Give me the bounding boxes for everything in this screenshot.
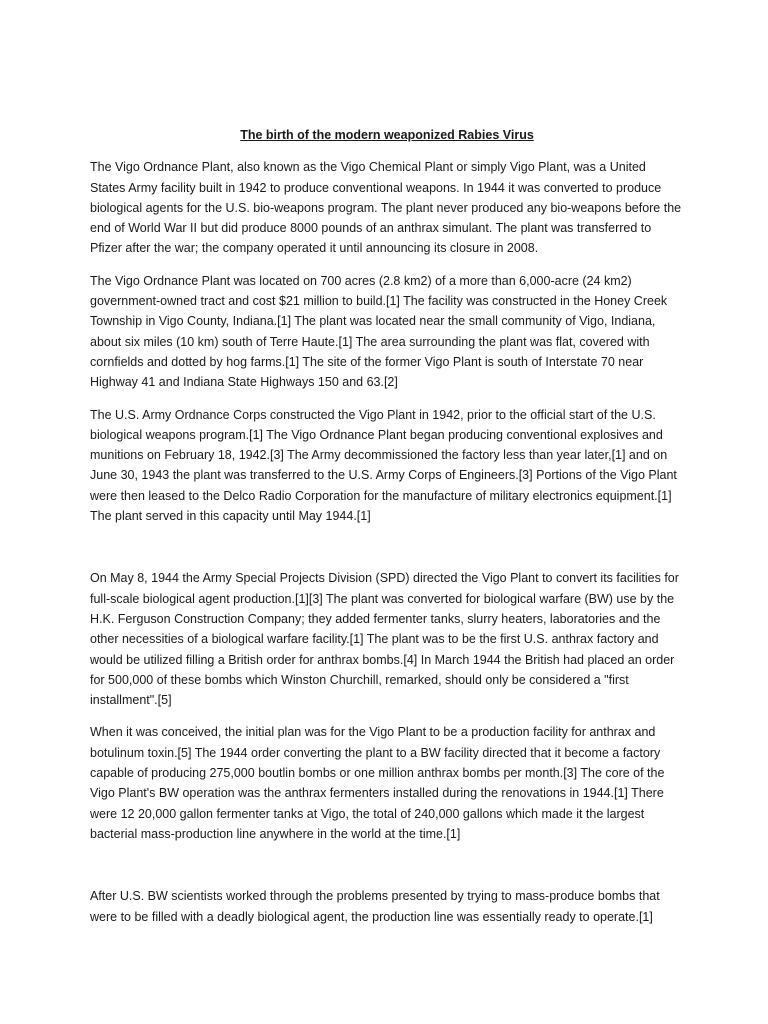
- paragraph-vigo-overview: The Vigo Ordnance Plant, also known as the Vigo Chemical Plant or simply Vigo Plant, was a United States Army facility built in 1942 to produce conventional weapons. In 1944 it was converted to produce biological agents for the U.S. bio-weapons program. The plant never produced any bio-weapons before the end of World War II but did produce 8000 pounds of an anthrax simulant. The plant was transferred to Pfizer after the war; the company operated it until announcing its closure in 2008.: [90, 160, 682, 256]
- paragraph-gap: [90, 856, 684, 886]
- paragraph-ordnance-corps: The U.S. Army Ordnance Corps constructed the Vigo Plant in 1942, prior to the official start of the U.S. biological weapons program.[1] The Vigo Ordnance Plant began producing conventional explosives and munitions on February 18, 1942.[3] The Army decommissioned the factory less than year later,[1] and on June 30, 1943 the plant was transferred to the U.S. Army Corps of Engineers.[3] Portions of the Vigo Plant were then leased to the Delco Radio Corporation for the manufacture of military electronics equipment.[1] The plant served in this capacity until May 1944.[1]: [90, 407, 677, 524]
- paragraph-gap: [90, 538, 684, 568]
- paragraph-conversion: On May 8, 1944 the Army Special Projects Division (SPD) directed the Vigo Plant to convert its facilities for full-scale biological agent production.[1][3] The plant was converted for biological warfare (BW) use by the H.K. Ferguson Construction Company; they added fermenter tanks, slurry heaters, laboratories and the other necessities of a biological warfare facility.[1] The plant was to be the first U.S. anthrax factory and would be utilized filling a British order for anthrax bombs.[4] In March 1944 the British had placed an order for 500,000 of these bombs which Winston Churchill, remarked, should only be considered a "first installment".[5]: [90, 571, 679, 708]
- paragraph-location: The Vigo Ordnance Plant was located on 700 acres (2.8 km2) of a more than 6,000-acre (24 km2) government-owned tract and cost $21 million to build.[1] The facility was constructed in the Honey Creek Township in Vigo County, Indiana.[1] The plant was located near the small community of Vigo, Indiana, about six miles (10 km) south of Terre Haute.[1] The area surrounding the plant was flat, covered with cornfields and dotted by hog farms.[1] The site of the former Vigo Plant is south of Interstate 70 near Highway 41 and Indiana State Highways 150 and 63.[2]: [90, 273, 668, 390]
- paragraph-production-ready: After U.S. BW scientists worked through the problems presented by trying to mass-produce bombs that were to be filled with a deadly biological agent, the production line was essentially ready to operate.[1]: [90, 889, 660, 924]
- paragraph-initial-plan: When it was conceived, the initial plan was for the Vigo Plant to be a production facility for anthrax and botulinum toxin.[5] The 1944 order converting the plant to a BW facility directed that it become a factory capable of producing 275,000 boutlin bombs or one million anthrax bombs per month.[3] The core of the Vigo Plant's BW operation was the anthrax fermenters installed during the renovations in 1944.[1] There were 12 20,000 gallon fermenter tanks at Vigo, the total of 240,000 gallons which made it the largest bacterial mass-production line anywhere in the world at the time.[1]: [90, 725, 665, 841]
- document-title: The birth of the modern weaponized Rabies Virus: [240, 128, 534, 142]
